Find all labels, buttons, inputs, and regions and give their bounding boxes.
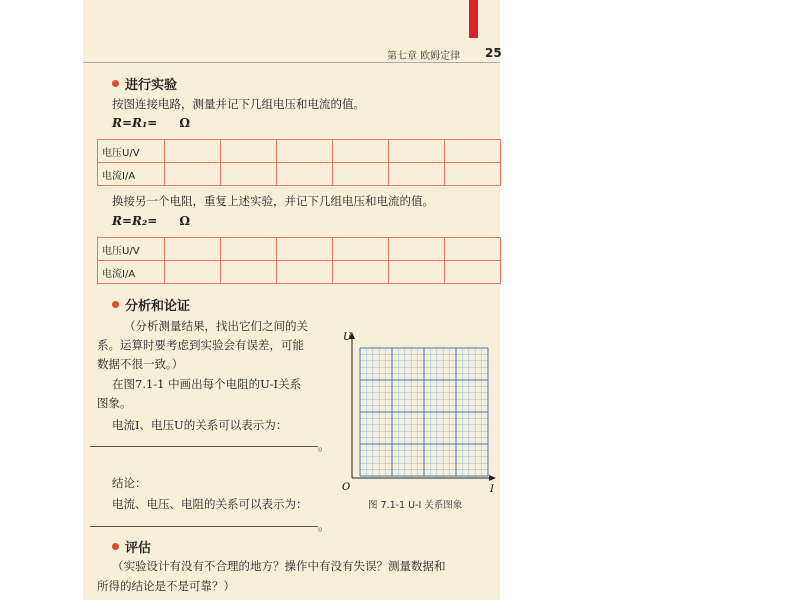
chapter-title: 第七章 欧姆定律 (387, 51, 461, 62)
analysis-para3: 电流I、电压U的关系可以表示为： (112, 418, 288, 432)
page-number: 25 (485, 46, 502, 60)
table-cell[interactable] (389, 163, 445, 186)
bullet-icon (112, 543, 119, 550)
table-cell[interactable] (333, 163, 389, 186)
evaluation-line2: 所得的结论是不是可靠？） (97, 579, 235, 593)
formula-r1-text: R=R₁= (112, 116, 158, 130)
analysis-para1-line2: 系。运算时要考虑到实验会有误差，可能 (97, 338, 304, 352)
row-label-current: 电流I/A (98, 261, 165, 284)
analysis-para2-line2: 图象。 (97, 396, 132, 410)
bullet-icon (112, 301, 119, 308)
table-cell[interactable] (445, 261, 501, 284)
row-label-voltage: 电压U/V (98, 238, 165, 261)
table-cell[interactable] (221, 163, 277, 186)
table-row (98, 261, 501, 284)
section-analysis-heading (112, 295, 190, 314)
analysis-para1-line3: 数据不很一致。） (97, 357, 184, 371)
table-cell[interactable] (277, 140, 333, 163)
conclusion-label: 结论： (112, 476, 147, 490)
table-row (98, 140, 501, 163)
table-row (98, 238, 501, 261)
section-analysis-title: 分析和论证 (125, 299, 191, 314)
y-axis-label: U (343, 332, 352, 343)
table-cell[interactable] (445, 238, 501, 261)
table-cell[interactable] (165, 238, 221, 261)
data-table-1 (97, 139, 501, 186)
bullet-icon (112, 80, 119, 87)
origin-label: O (342, 482, 351, 493)
section-evaluation-title: 评估 (125, 541, 152, 556)
row-label-voltage: 电压U/V (98, 140, 165, 163)
section-experiment-title: 进行实验 (125, 78, 178, 93)
table-cell[interactable] (445, 140, 501, 163)
table-cell[interactable] (165, 140, 221, 163)
ohm-unit: Ω (179, 214, 190, 228)
table-cell[interactable] (165, 261, 221, 284)
table-cell[interactable] (333, 238, 389, 261)
table-cell[interactable] (221, 261, 277, 284)
table-cell[interactable] (277, 261, 333, 284)
ohm-unit: Ω (179, 116, 190, 130)
conclusion-text: 电流、电压、电阻的关系可以表示为： (112, 497, 308, 511)
answer-blank-2[interactable] (90, 525, 318, 527)
instruction-1: 按图连接电路，测量并记下几组电压和电流的值。 (112, 97, 365, 111)
data-table-2 (97, 237, 501, 284)
end-mark: 。 (318, 519, 331, 533)
answer-blank-1[interactable] (90, 445, 318, 447)
formula-r1 (112, 116, 190, 130)
table-cell[interactable] (221, 238, 277, 261)
table-cell[interactable] (333, 140, 389, 163)
x-axis-label: I (490, 484, 494, 495)
row-label-current: 电流I/A (98, 163, 165, 186)
x-axis-arrow-icon (489, 475, 496, 481)
header-rule (83, 62, 500, 63)
table-cell[interactable] (333, 261, 389, 284)
end-mark: 。 (318, 439, 331, 453)
instruction-2: 换接另一个电阻，重复上述实验，并记下几组电压和电流的值。 (112, 194, 434, 208)
bookmark-tab (469, 0, 478, 38)
table-cell[interactable] (389, 238, 445, 261)
analysis-para2-line1: 在图7.1-1 中画出每个电阻的U-I关系 (112, 377, 302, 391)
table-cell[interactable] (389, 140, 445, 163)
formula-r2 (112, 214, 190, 228)
table-cell[interactable] (221, 140, 277, 163)
table-cell[interactable] (165, 163, 221, 186)
ui-graph (340, 330, 500, 495)
table-cell[interactable] (277, 163, 333, 186)
section-evaluation-heading (112, 537, 151, 556)
section-experiment-heading (112, 74, 177, 93)
page-header (83, 46, 500, 66)
table-row (98, 163, 501, 186)
table-cell[interactable] (277, 238, 333, 261)
evaluation-line1: （实验设计有没有不合理的地方？操作中有没有失误？测量数据和 (112, 559, 446, 573)
table-cell[interactable] (389, 261, 445, 284)
graph-caption: 图 7.1-1 U-I 关系图象 (368, 500, 463, 511)
analysis-para1-line1: （分析测量结果，找出它们之间的关 (124, 319, 308, 333)
formula-r2-text: R=R₂= (112, 214, 158, 228)
table-cell[interactable] (445, 163, 501, 186)
